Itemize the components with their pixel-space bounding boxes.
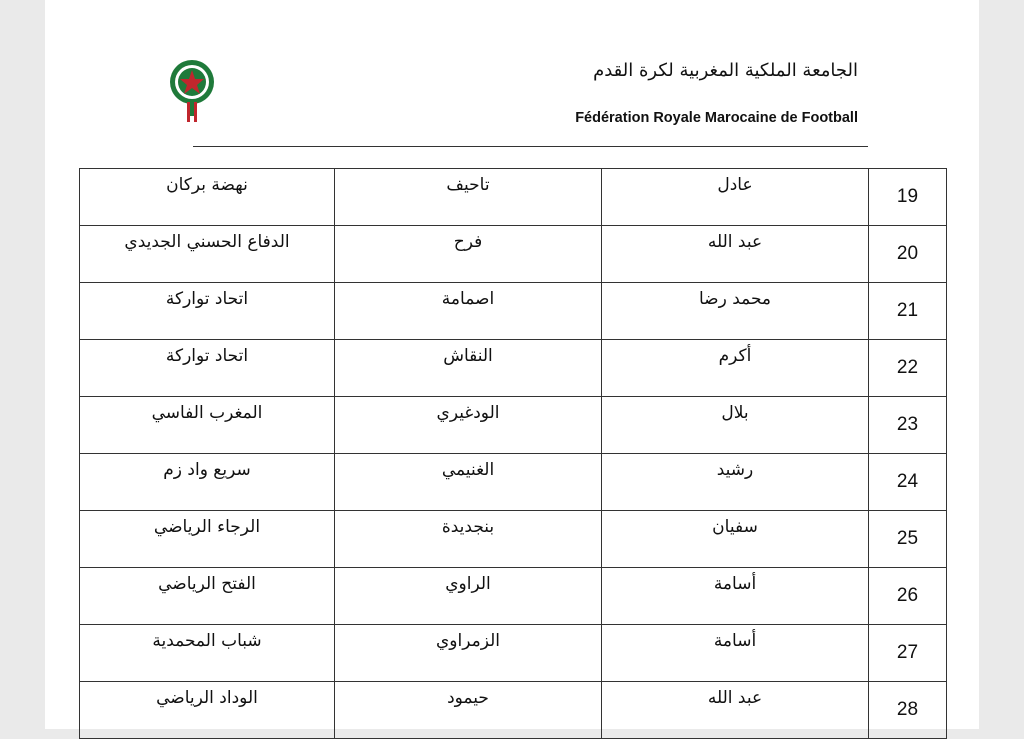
first-name-cell: عبد الله — [602, 226, 869, 283]
last-name-cell: الراوي — [335, 568, 602, 625]
number-cell: 22 — [869, 340, 947, 397]
club-cell: اتحاد تواركة — [80, 340, 335, 397]
player-roster-table — [79, 168, 947, 739]
last-name-cell: فرح — [335, 226, 602, 283]
club-cell: اتحاد تواركة — [80, 283, 335, 340]
number-cell: 21 — [869, 283, 947, 340]
last-name-cell: اصمامة — [335, 283, 602, 340]
number-cell: 23 — [869, 397, 947, 454]
table-row — [80, 397, 947, 454]
number-cell: 25 — [869, 511, 947, 568]
number-cell: 20 — [869, 226, 947, 283]
last-name-cell: الزمراوي — [335, 625, 602, 682]
first-name-cell: بلال — [602, 397, 869, 454]
last-name-cell: النقاش — [335, 340, 602, 397]
first-name-cell: أكرم — [602, 340, 869, 397]
first-name-cell: عادل — [602, 169, 869, 226]
table-row — [80, 340, 947, 397]
first-name-cell: محمد رضا — [602, 283, 869, 340]
club-cell: الرجاء الرياضي — [80, 511, 335, 568]
number-cell: 19 — [869, 169, 947, 226]
club-cell: شباب المحمدية — [80, 625, 335, 682]
club-cell: نهضة بركان — [80, 169, 335, 226]
last-name-cell: الغنيمي — [335, 454, 602, 511]
club-cell: الدفاع الحسني الجديدي — [80, 226, 335, 283]
first-name-cell: سفيان — [602, 511, 869, 568]
table-row — [80, 454, 947, 511]
club-cell: سريع واد زم — [80, 454, 335, 511]
first-name-cell: أسامة — [602, 625, 869, 682]
number-cell: 24 — [869, 454, 947, 511]
table-row — [80, 682, 947, 739]
frmf-crest-icon — [167, 58, 217, 124]
last-name-cell: حيمود — [335, 682, 602, 739]
last-name-cell: تاحيف — [335, 169, 602, 226]
first-name-cell: أسامة — [602, 568, 869, 625]
last-name-cell: بنجديدة — [335, 511, 602, 568]
table-row — [80, 169, 947, 226]
club-cell: الفتح الرياضي — [80, 568, 335, 625]
federation-title-arabic: الجامعة الملكية المغربية لكرة القدم — [593, 60, 858, 81]
club-cell: الوداد الرياضي — [80, 682, 335, 739]
table-row — [80, 283, 947, 340]
table-row — [80, 625, 947, 682]
document-page — [45, 0, 979, 729]
federation-title-french: Fédération Royale Marocaine de Football — [575, 110, 858, 126]
number-cell: 27 — [869, 625, 947, 682]
table-row — [80, 568, 947, 625]
table-row — [80, 226, 947, 283]
header-divider — [193, 146, 868, 147]
club-cell: المغرب الفاسي — [80, 397, 335, 454]
first-name-cell: عبد الله — [602, 682, 869, 739]
first-name-cell: رشيد — [602, 454, 869, 511]
table-row — [80, 511, 947, 568]
last-name-cell: الودغيري — [335, 397, 602, 454]
number-cell: 28 — [869, 682, 947, 739]
number-cell: 26 — [869, 568, 947, 625]
